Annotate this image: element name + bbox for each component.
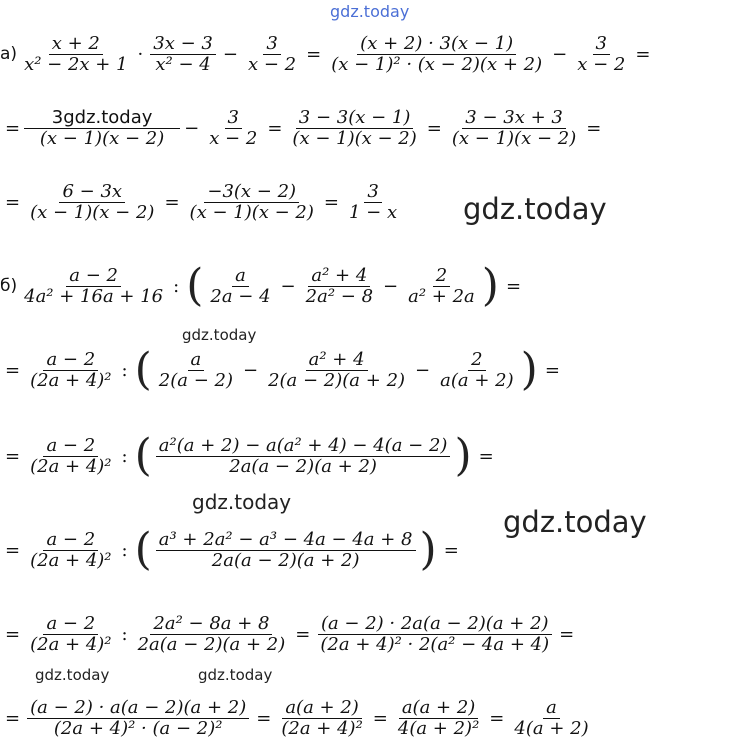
numerator: a − 2 [43,614,98,635]
numerator: a² + 4 [306,350,368,371]
numerator: a [543,698,560,719]
denominator: 2a − 4 [210,285,271,307]
denominator: 2a(a − 2)(a + 2) [137,633,286,655]
part-b-line-4 [0,524,464,575]
operator: = [586,117,602,139]
right-paren: ) [454,430,472,481]
part-b-line-2 [0,344,565,395]
fraction [150,34,216,75]
fraction [156,436,451,477]
operator: = [323,191,339,213]
operator: = [5,445,21,467]
watermark-small-1: gdz.today [182,326,257,344]
operator: : [121,445,128,467]
part-a-line-2 [0,108,606,148]
denominator: 4(a + 2) [514,717,589,739]
denominator: (x − 1)(x − 2) [451,127,577,149]
watermark-big-2: gdz.today [503,505,647,539]
denominator: (x − 1)(x − 2) [292,127,417,149]
numerator: 2 [468,350,485,371]
operator: = [443,539,459,561]
operator: − [415,359,431,381]
denominator: x − 2 [247,53,297,75]
denominator: (2a + 4)² [30,633,112,655]
operator: − [184,117,200,139]
numerator: (a − 2) · 2a(a − 2)(a + 2) [318,614,552,635]
denominator: (2a + 4)² [30,369,112,391]
numerator: x + 2 [49,34,103,55]
operator: = [489,707,505,729]
denominator: (2a + 4)² · 2(a² − 4a + 4) [320,633,550,655]
numerator: a(a + 2) [399,698,479,719]
numerator: 3 [593,34,610,55]
operator: = [164,191,180,213]
fraction [449,108,579,149]
denominator: x² − 2x + 1 [24,53,128,75]
left-paren: ( [186,260,204,311]
operator: = [635,43,651,65]
fraction [27,436,114,477]
denominator: (2a + 4)² [30,549,112,571]
operator: : [121,359,128,381]
part-b-line-6 [0,698,594,738]
operator: = [306,43,322,65]
fraction [511,698,591,739]
left-paren: ( [134,344,152,395]
left-paren: ( [134,430,152,481]
left-paren: ( [134,524,152,575]
fraction [156,350,236,391]
fraction [135,614,289,655]
numerator: 2a² − 8a + 8 [150,614,272,635]
fraction [303,266,376,307]
numerator: a − 2 [43,350,98,371]
fraction [346,182,400,223]
denominator: a(a + 2) [440,369,514,391]
part-a-label: а) [0,44,18,64]
right-paren: ) [419,524,437,575]
operator: = [505,275,522,297]
numerator: a − 2 [66,266,121,287]
fraction [27,182,157,223]
denominator: (2a + 4)² · (a − 2)² [53,717,223,739]
numerator [24,108,180,129]
denominator: 2(a − 2) [158,369,233,391]
fraction [405,266,478,307]
watermark-small-3: gdz.today [35,666,110,684]
fraction [27,698,249,739]
operator: = [426,117,442,139]
denominator: x − 2 [577,53,626,75]
operator: · [137,43,144,65]
denominator: 2a(a − 2)(a + 2) [229,455,377,477]
denominator: 2(a − 2)(a + 2) [268,369,406,391]
denominator: (2a + 4)² [30,455,112,477]
part-b-line-5 [0,614,579,654]
fraction [317,614,552,655]
denominator: 4(a + 2)² [397,717,480,739]
watermark-inline: 3gdz.today [51,106,153,128]
operator: : [173,275,180,297]
fraction [207,266,273,307]
numerator: 3 [225,108,242,129]
fraction [574,34,628,75]
numerator: a² + 4 [308,266,370,287]
part-a-line-3 [0,182,402,222]
denominator: (x − 1)(x − 2) [189,201,314,223]
denominator: 2a(a − 2)(a + 2) [211,549,360,571]
operator: = [5,117,21,139]
numerator: a − 2 [43,530,98,551]
denominator: 1 − x [349,201,398,223]
watermark-big-1: gdz.today [463,192,607,226]
fraction [328,34,545,75]
fraction [187,182,317,223]
operator: = [5,191,21,213]
numerator: (a − 2) · a(a − 2)(a + 2) [27,698,249,719]
fraction [278,698,365,739]
fraction [27,350,114,391]
watermark-small-2: gdz.today [192,490,292,514]
fraction [27,108,177,149]
operator: − [280,275,296,297]
denominator: x − 2 [209,127,258,149]
denominator: 2a² − 8 [305,285,374,307]
part-b-line-1 [0,260,526,311]
fraction [27,614,114,655]
fraction [206,108,260,149]
operator: = [5,539,21,561]
part-a-line-1 [0,34,655,74]
operator: = [256,707,272,729]
operator: = [267,117,283,139]
operator: = [5,707,21,729]
fraction [289,108,419,149]
operator: − [222,43,238,65]
fraction [437,350,517,391]
denominator: (x − 1)(x − 2) [39,127,165,149]
numerator: a − 2 [43,436,98,457]
operator: : [121,623,128,645]
operator: = [5,359,21,381]
fraction [27,530,114,571]
operator: = [478,445,494,467]
numerator: 6 − 3x [59,182,125,203]
right-paren: ) [481,260,499,311]
fraction [395,698,482,739]
fraction [245,34,299,75]
part-b-label: б) [0,276,18,296]
numerator: 3 − 3x + 3 [462,108,566,129]
denominator: 4a² + 16a + 16 [24,285,164,307]
numerator: a(a + 2) [282,698,362,719]
operator: − [552,43,568,65]
operator: = [295,623,311,645]
operator: − [242,359,259,381]
watermark-top: gdz.today [330,2,410,21]
operator: = [544,359,560,381]
numerator: 3 [364,182,381,203]
numerator: a³ + 2a² − a³ − 4a − 4a + 8 [156,530,416,551]
numerator: a [232,266,249,287]
denominator: (x − 1)(x − 2) [30,201,155,223]
numerator: 3 − 3(x − 1) [296,108,414,129]
numerator: 3 [263,34,280,55]
numerator: (x + 2) · 3(x − 1) [357,34,516,55]
denominator: (2a + 4)² [281,717,363,739]
fraction [265,350,408,391]
part-b-line-3 [0,430,499,481]
operator: = [372,707,388,729]
fraction [21,266,166,307]
numerator: 3x − 3 [150,34,216,55]
right-paren: ) [520,344,538,395]
operator: − [383,275,399,297]
fraction [21,34,130,75]
numerator: a [188,350,205,371]
numerator: −3(x − 2) [204,182,299,203]
operator: : [121,539,128,561]
operator: = [559,623,575,645]
fraction [156,530,416,571]
watermark-small-4: gdz.today [198,666,273,684]
denominator: a² + 2a [408,285,475,307]
denominator: (x − 1)² · (x − 2)(x + 2) [331,53,543,75]
numerator: a²(a + 2) − a(a² + 4) − 4(a − 2) [156,436,451,457]
numerator: 2 [433,266,450,287]
operator: = [5,623,21,645]
denominator: x² − 4 [155,53,211,75]
